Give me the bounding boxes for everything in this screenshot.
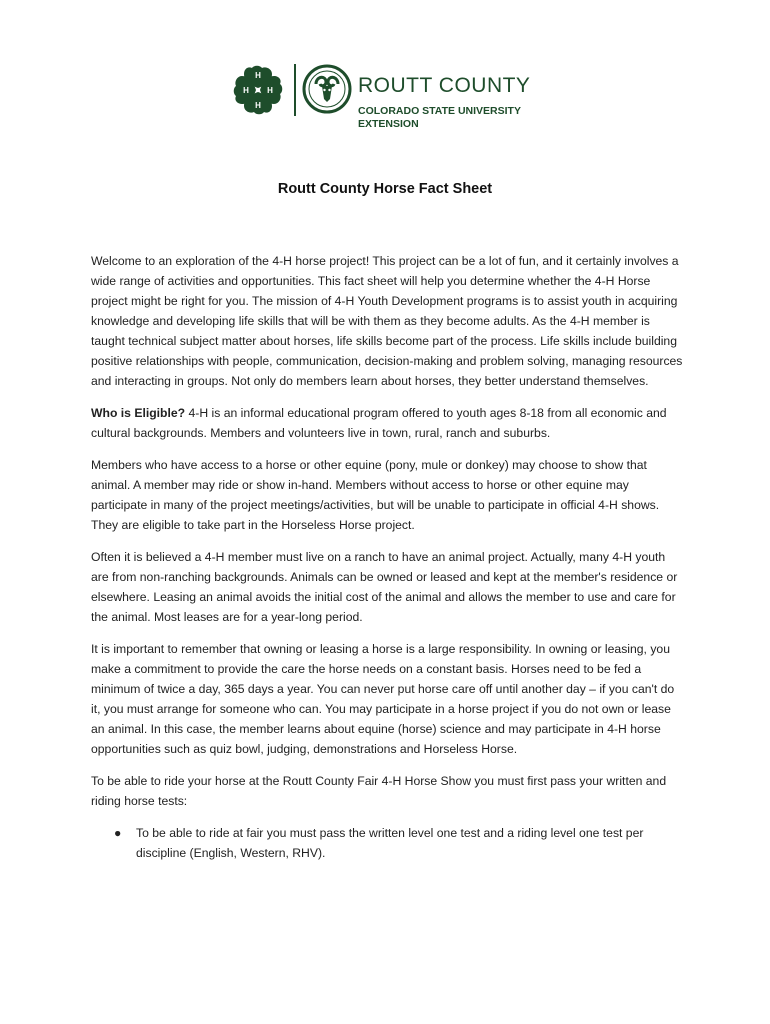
svg-text:H: H	[255, 71, 261, 80]
svg-text:H: H	[267, 86, 273, 95]
eligibility-label: Who is Eligible?	[91, 406, 186, 420]
document-title: Routt County Horse Fact Sheet	[277, 181, 493, 197]
bullet-list	[91, 823, 683, 863]
paragraph-responsibility: It is important to remember that owning or leasing a horse is a large responsibility. In owning or leasing, you make a commitment to provide the care the horse needs on a constant basis. Horses need to be fed a minimum of twice a day, 365 days a year. You can never put horse care off until another day – if you can't do it, you must arrange for someone who can. You may participate in a horse project if you do not own or lease an animal. In this case, the member learns about equine (horse) science and may participate in 4-H horse opportunities such as quiz bowl, judging, demonstrations and Horseless Horse.	[91, 642, 675, 756]
four-leaf-clover-icon	[232, 64, 284, 116]
list-item	[91, 823, 683, 863]
bullet-marker: ●	[114, 826, 122, 840]
brand-extension-label: EXTENSION	[358, 118, 419, 130]
paragraph-eligibility	[91, 403, 683, 443]
logo-divider	[294, 64, 296, 116]
brand-county-name: ROUTT COUNTY	[358, 74, 531, 97]
eligibility-text: 4-H is an informal educational program offered to youth ages 8-18 from all economic and cultural backgrounds. Members and volunteers live in town, rural, ranch and suburbs.	[91, 406, 667, 440]
header-logo-block	[232, 62, 542, 132]
document-body	[91, 251, 683, 863]
brand-university-name: COLORADO STATE UNIVERSITY	[358, 105, 521, 117]
csu-ram-icon	[302, 64, 352, 114]
svg-text:H: H	[243, 86, 249, 95]
svg-text:H: H	[255, 101, 261, 110]
bullet-text: To be able to ride at fair you must pass the written level one test and a riding level one test per discipline (English, Western, RHV).	[136, 826, 644, 860]
paragraph-equine-access: Members who have access to a horse or other equine (pony, mule or donkey) may choose to show that animal. A member may ride or show in-hand. Members without access to horse or other equine may participate in many of the project meetings/activities, but will be unable to participate in official 4-H shows. They are eligible to take part in the Horseless Horse project.	[91, 458, 660, 532]
paragraph-intro: Welcome to an exploration of the 4-H horse project! This project can be a lot of fun, and it certainly involves a wide range of activities and opportunities. This fact sheet will help you determine whether the 4-H Horse project might be right for you. The mission of 4-H Youth Development programs is to assist youth in acquiring knowledge and developing life skills that will be with them as they become adults. As the 4-H member is taught technical subject matter about horses, life skills become part of the process. Life skills include building positive relationships with people, communication, decision-making and problem solving, managing resources and interacting in groups. Not only do members learn about horses, they better understand themselves.	[91, 254, 683, 388]
paragraph-fair-tests: To be able to ride your horse at the Routt County Fair 4-H Horse Show you must first pass your written and riding horse tests:	[91, 774, 667, 808]
paragraph-ranch-leasing: Often it is believed a 4-H member must live on a ranch to have an animal project. Actually, many 4-H youth are from non-ranching backgrounds. Animals can be owned or leased and kept at the member's residence or elsewhere. Leasing an animal avoids the initial cost of the animal and allows the member to use and care for the animal. Most leases are for a year-long period.	[91, 550, 678, 624]
